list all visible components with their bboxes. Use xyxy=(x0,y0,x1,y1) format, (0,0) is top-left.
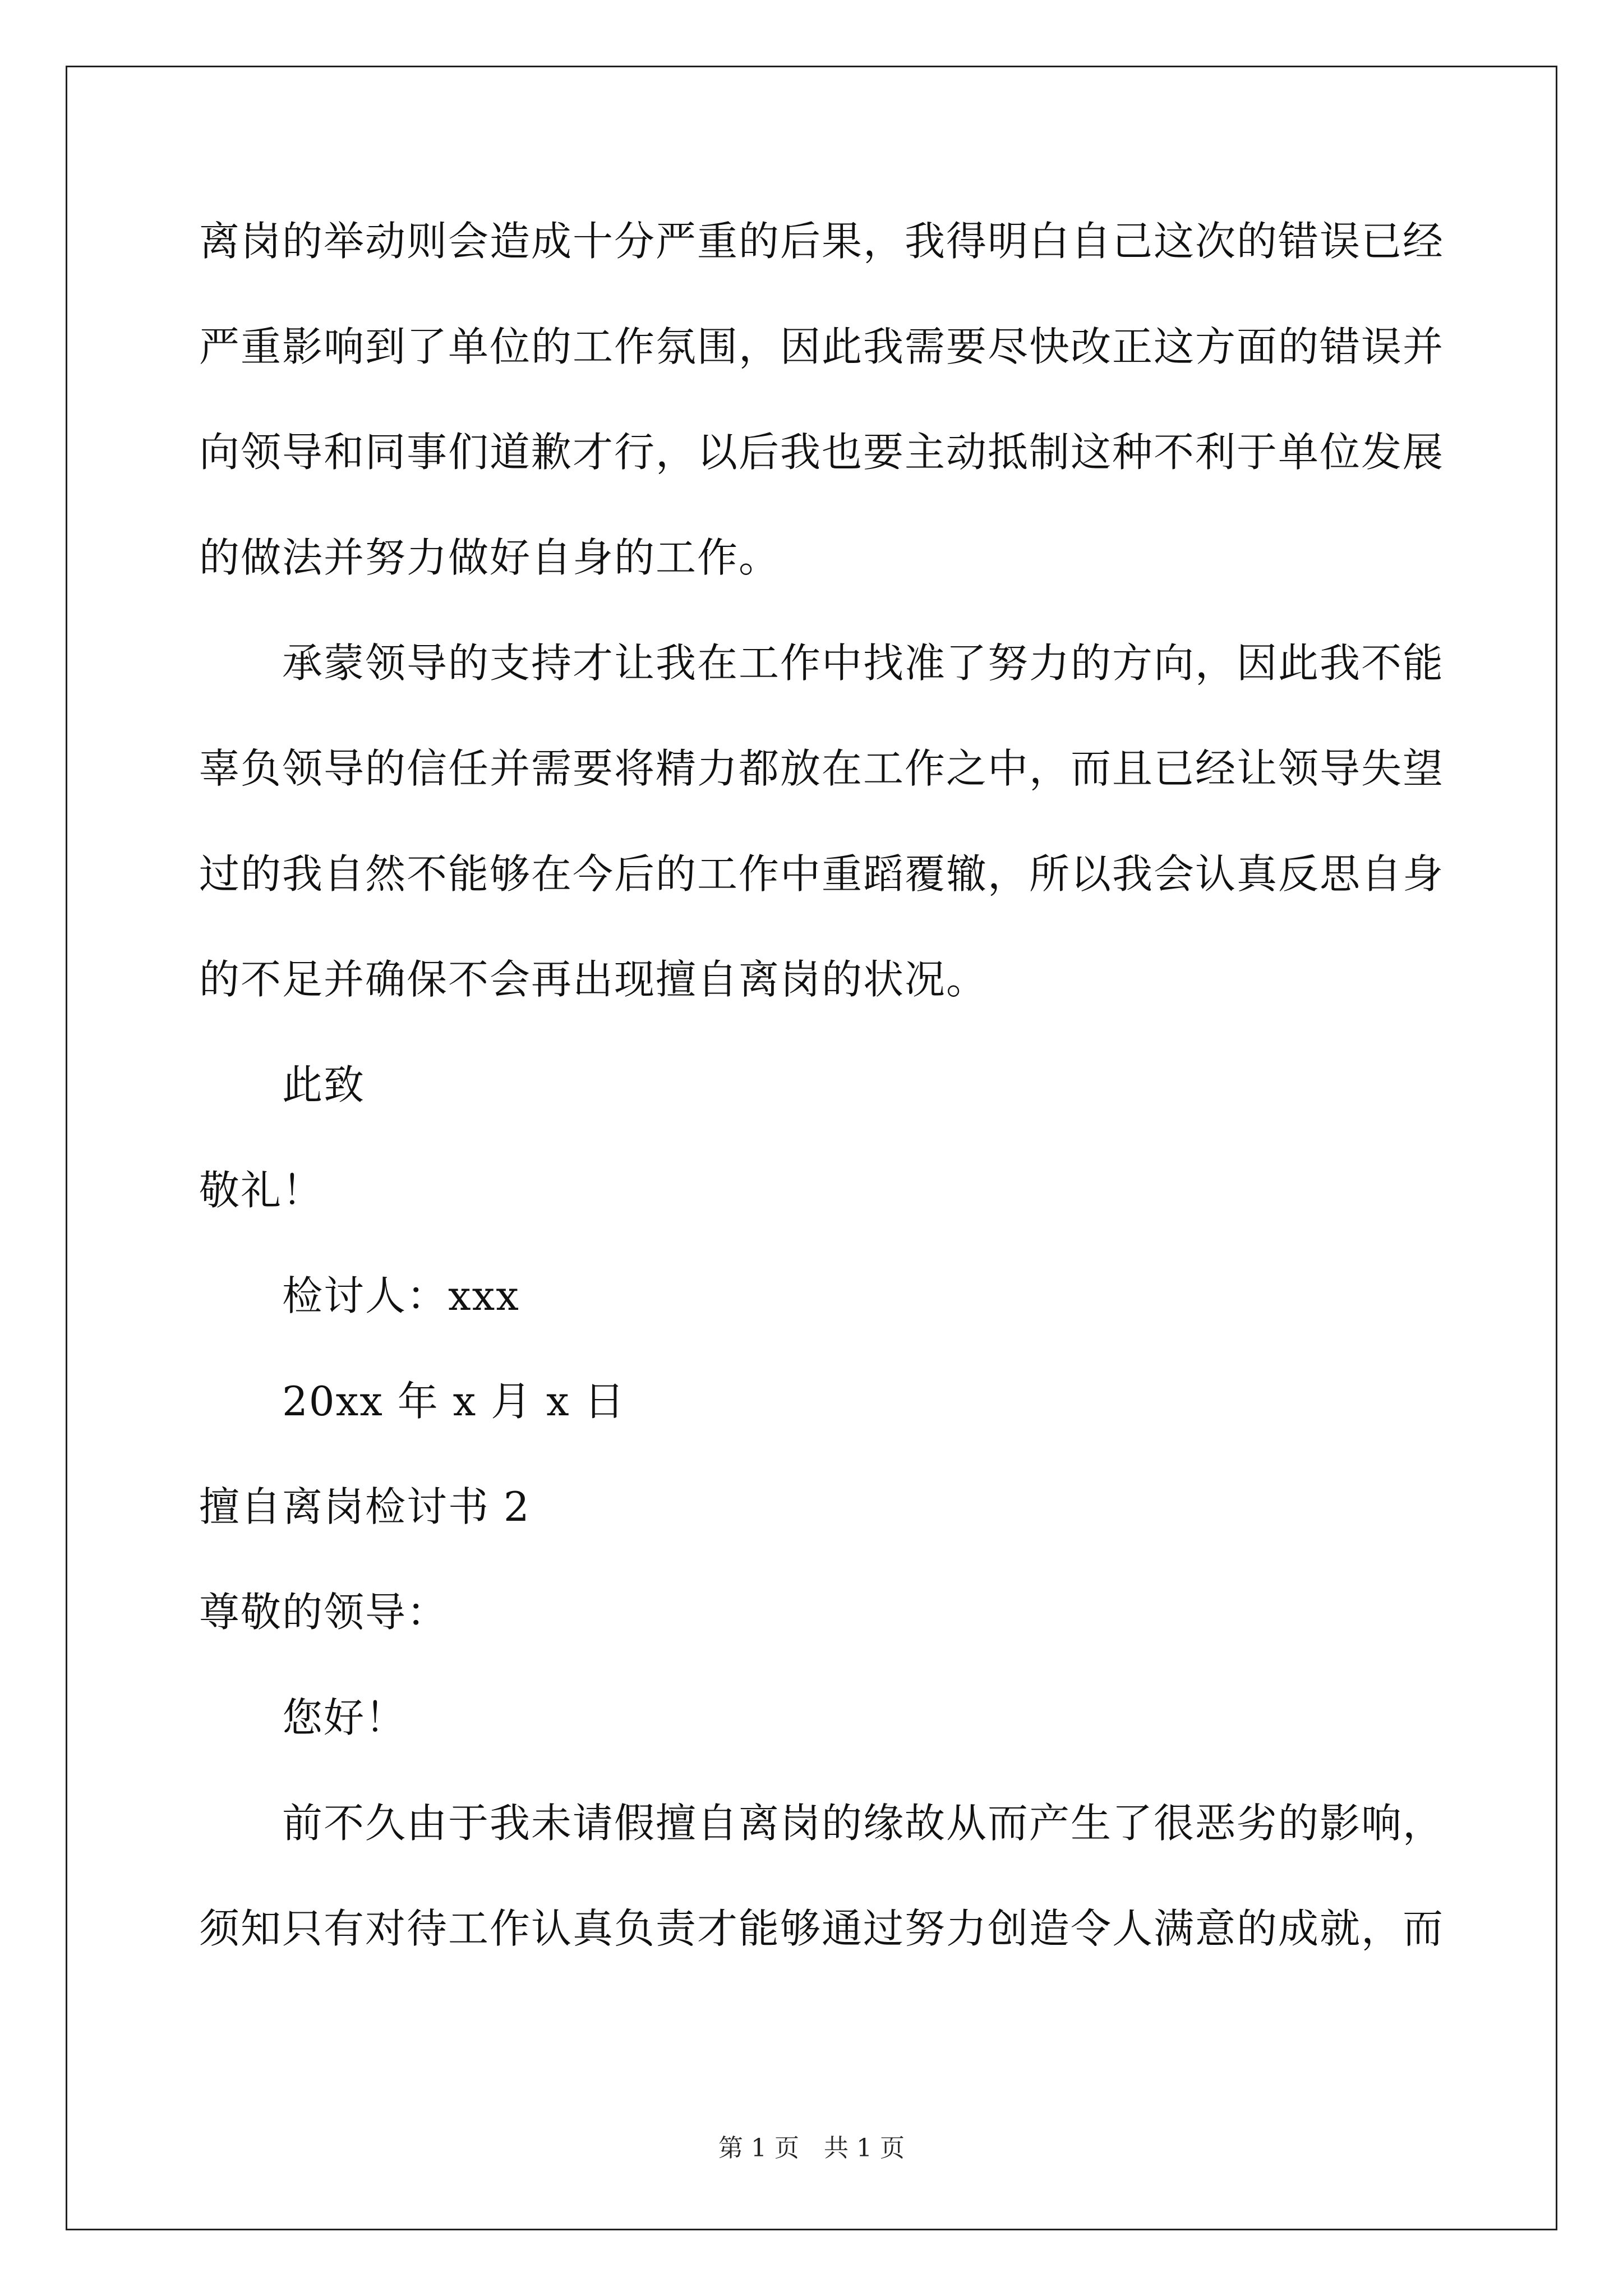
page-footer: 第 1 页 共 1 页 xyxy=(718,2134,905,2162)
paragraph-line: 过的我自然不能够在今后的工作中重蹈覆辙，所以我会认真反思自身 xyxy=(199,850,1445,898)
paragraph-line: 承蒙领导的支持才让我在工作中找准了努力的方向，因此我不能 xyxy=(282,639,1445,687)
signature-line: 检讨人：xxx xyxy=(282,1272,520,1319)
paragraph-line: 的不足并确保不会再出现擅自离岗的状况。 xyxy=(199,956,988,1003)
paragraph-line: 离岗的举动则会造成十分严重的后果，我得明白自己这次的错误已经 xyxy=(199,218,1445,265)
closing-salutation: 此致 xyxy=(282,1061,366,1108)
paragraph-line: 前不久由于我未请假擅自离岗的缘故从而产生了很恶劣的影响， xyxy=(282,1800,1445,1847)
document-body xyxy=(199,213,1445,2006)
date-line: 20xx 年 x 月 x 日 xyxy=(282,1378,626,1425)
paragraph-line: 向领导和同事们道歉才行，以后我也要主动抵制这种不利于单位发展 xyxy=(199,429,1445,476)
paragraph-line: 须知只有对待工作认真负责才能够通过努力创造令人满意的成就，而 xyxy=(199,1905,1445,1952)
paragraph-line: 的做法并努力做好自身的工作。 xyxy=(199,534,781,581)
section-title: 擅自离岗检讨书 2 xyxy=(199,1483,531,1530)
greeting-recipient: 尊敬的领导： xyxy=(199,1589,449,1636)
paragraph-line: 辜负领导的信任并需要将精力都放在工作之中，而且已经让领导失望 xyxy=(199,745,1445,792)
greeting: 您好！ xyxy=(282,1694,407,1741)
paragraph-line: 严重影响到了单位的工作氛围，因此我需要尽快改正这方面的错误并 xyxy=(199,323,1445,370)
closing-regards: 敬礼！ xyxy=(199,1167,324,1214)
